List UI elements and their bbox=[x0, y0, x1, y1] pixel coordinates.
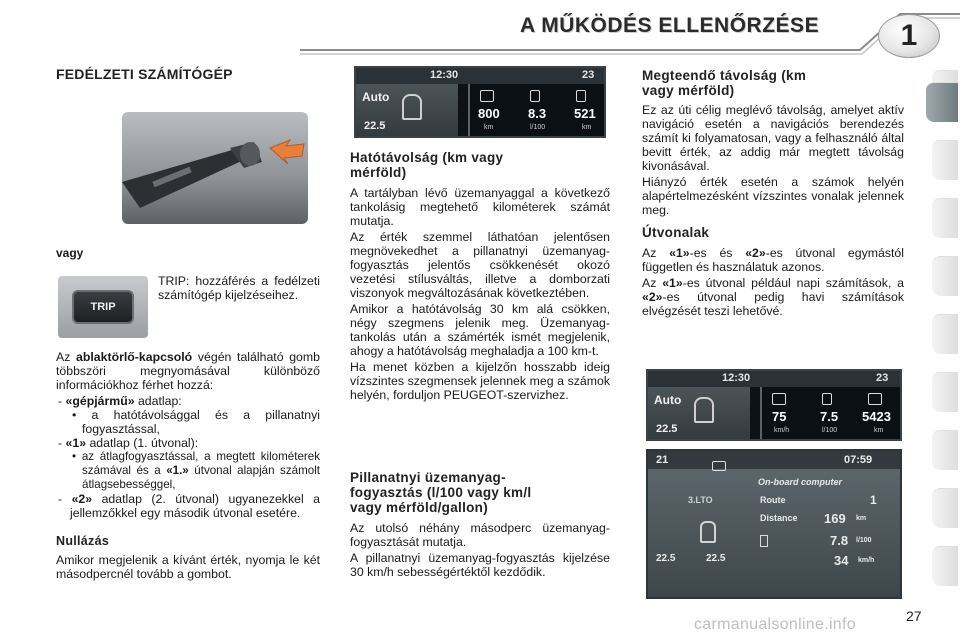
b: «2» bbox=[642, 290, 663, 304]
chapter-tab[interactable] bbox=[932, 372, 958, 412]
item-bold: «1» bbox=[65, 436, 87, 450]
t: -es útvonal pedig havi számítások elvégzését teszi lehetővé. bbox=[642, 290, 904, 318]
intro-paragraph bbox=[56, 350, 320, 392]
reset-paragraph: Amikor megjelenik a kívánt érték, nyomja le két másodpercnél tovább a gombot. bbox=[56, 553, 320, 581]
chapter-tabs bbox=[926, 70, 960, 610]
item-text: adatlap (1. útvonal): bbox=[86, 436, 199, 450]
b: «1» bbox=[662, 276, 683, 290]
consumption-paragraph-1: Az utolsó néhány másodperc üzemanyag-fogyasztását mutatja. bbox=[350, 521, 610, 549]
intro-rest: végén található gomb többszöri megnyomásával különböző információkhoz férhet hozzá: bbox=[56, 350, 320, 392]
page-title: A MŰKÖDÉS ELLENŐRZÉSE bbox=[520, 14, 820, 37]
b: «2» bbox=[745, 246, 766, 260]
trip-panel bbox=[468, 84, 604, 136]
obc-distance-unit: km bbox=[856, 515, 867, 522]
consumption-unit: l/100 bbox=[822, 427, 838, 434]
obc-distance-value: 169 bbox=[824, 511, 846, 526]
display-screen-vehicle bbox=[354, 66, 606, 138]
routes-paragraph-2 bbox=[642, 276, 904, 318]
chapter-number: 1 bbox=[900, 19, 918, 52]
column-2 bbox=[350, 150, 610, 404]
sub-bold: «1.» bbox=[166, 464, 189, 477]
intro-prefix: Az bbox=[56, 350, 77, 364]
obc-top-left: 21 bbox=[656, 454, 669, 466]
chapter-tab[interactable] bbox=[932, 546, 958, 586]
obc-temp-right: 22.5 bbox=[706, 553, 726, 564]
obc-route-label: Route bbox=[760, 495, 786, 505]
consumption-paragraph-2: A pillanatnyi üzemanyag-fogyasztás kijelzése 30 km/h sebességértéktől kezdődik. bbox=[350, 551, 610, 579]
chapter-tab[interactable] bbox=[932, 488, 958, 528]
intro-bold: ablaktörlő-kapcsoló bbox=[76, 350, 193, 364]
page-number: 27 bbox=[906, 608, 922, 624]
car-icon bbox=[772, 393, 786, 405]
reset-heading: Nullázás bbox=[56, 534, 110, 548]
distance-unit: km bbox=[874, 427, 884, 434]
range-paragraph-2: Az érték szemmel láthatóan jelentősen megnövekedhet a pillanatnyi üzemanyag-fogyasztás jelentős csökkenését okozó vezetési stílusváltás, illetve a domborzati viszonyok megváltozásának következtében. bbox=[350, 230, 610, 300]
routes-paragraph-1 bbox=[642, 246, 904, 274]
car-icon bbox=[712, 461, 726, 471]
seat-fan-icon bbox=[694, 397, 714, 423]
trip-button-photo bbox=[58, 276, 148, 338]
list-item bbox=[56, 492, 320, 520]
item-bold: «gépjármű» bbox=[65, 394, 135, 408]
obc-left-label: 3.LTO bbox=[688, 495, 713, 505]
obc-consumption-value: 7.8 bbox=[830, 533, 849, 548]
dash: - bbox=[58, 436, 66, 450]
inside-temp: 22.5 bbox=[656, 423, 678, 435]
t: -es útvonal egymástól független és használatuk azonos. bbox=[642, 246, 904, 274]
chapter-tab-active[interactable] bbox=[926, 82, 958, 122]
speed-value: 75 bbox=[772, 409, 787, 424]
trip-description-text: TRIP: hozzáférés a fedélzeti számítógép kijelzéseihez. bbox=[158, 274, 320, 302]
obc-route-value: 1 bbox=[870, 493, 877, 507]
item-text: adatlap: bbox=[134, 394, 182, 408]
chapter-tab[interactable] bbox=[932, 198, 958, 238]
climate-mode: Auto bbox=[362, 90, 390, 104]
trip-description bbox=[158, 274, 320, 304]
range-value: 800 bbox=[478, 106, 500, 121]
watermark: carmanualsonline.info bbox=[694, 616, 856, 633]
range-paragraph-1: A tartályban lévő üzemanyaggal a következő tankolásig megtehető kilométerek számát mutatja. bbox=[350, 186, 610, 228]
distance-paragraph-1: Ez az úti célig meglévő távolság, amelyet aktív navigáció esetén a navigációs berendezés számít ki folyamatosan, vagy a felhasználó által bevitt érték, az addig már megtett távolság kivonásával. bbox=[642, 103, 904, 173]
consumption-unit: l/100 bbox=[530, 124, 546, 131]
b: «1» bbox=[669, 246, 690, 260]
seat-fan-icon bbox=[402, 94, 422, 120]
clock: 12:30 bbox=[430, 69, 459, 81]
chapter-tab[interactable] bbox=[932, 140, 958, 180]
obc-temp-left: 22.5 bbox=[656, 553, 676, 564]
chapter-badge bbox=[878, 14, 940, 58]
t: -es útvonal például napi számítások, a bbox=[682, 276, 904, 290]
trip-panel bbox=[760, 387, 900, 439]
sub-list-item: • az átlagfogyasztással, a megtett kilométerek számával és a «1.» útvonal alapján számolt átlagsebességgel, bbox=[72, 450, 321, 491]
column-2-lower bbox=[350, 470, 610, 581]
wiper-stalk-photo bbox=[122, 112, 308, 224]
distance-value: 5423 bbox=[862, 409, 891, 424]
trip-button-label: TRIP bbox=[90, 301, 116, 313]
screen-status-bar bbox=[648, 371, 900, 387]
chapter-tab[interactable] bbox=[932, 430, 958, 470]
screen-status-bar bbox=[356, 68, 604, 84]
seat-fan-icon bbox=[700, 521, 716, 543]
consumption-value: 7.5 bbox=[820, 409, 839, 424]
inside-temp: 22.5 bbox=[364, 120, 386, 132]
car-icon bbox=[480, 90, 494, 102]
display-screen-trip bbox=[646, 369, 902, 441]
outside-temp: 23 bbox=[582, 69, 595, 81]
list-item bbox=[56, 394, 320, 408]
obc-consumption-unit: l/100 bbox=[856, 537, 872, 544]
obc-distance-label: Distance bbox=[760, 513, 798, 523]
t: -es és bbox=[689, 246, 746, 260]
chapter-tab[interactable] bbox=[932, 256, 958, 296]
speed-unit: km/h bbox=[774, 427, 790, 434]
dash: - bbox=[58, 394, 66, 408]
item-text: adatlap (2. útvonal) ugyanezekkel a jellemzőkkel egy második útvonal esetére. bbox=[70, 492, 320, 520]
display-screen-onboard-computer bbox=[646, 449, 902, 599]
section-heading: FEDÉLZETI SZÁMÍTÓGÉP bbox=[56, 66, 233, 82]
fuel-icon bbox=[760, 535, 768, 547]
outside-temp: 23 bbox=[876, 372, 889, 384]
range-unit: km bbox=[484, 124, 494, 131]
column-1 bbox=[56, 246, 320, 260]
or-label: vagy bbox=[56, 246, 84, 260]
dash: - bbox=[58, 492, 72, 506]
climate-mode: Auto bbox=[654, 393, 682, 407]
sub-text-post: útvonal alapján számolt átlagsebességgel, bbox=[82, 464, 321, 491]
obc-speed-value: 34 bbox=[834, 553, 849, 568]
chapter-tab[interactable] bbox=[932, 314, 958, 354]
flag-icon bbox=[576, 90, 586, 102]
fuel-icon bbox=[530, 90, 540, 102]
distance-unit: km bbox=[582, 124, 592, 131]
sub-list-item: • a hatótávolsággal és a pillanatnyi fogyasztással, bbox=[72, 408, 320, 436]
sub-text: a hatótávolsággal és a pillanatnyi fogyasztással, bbox=[82, 408, 320, 436]
distance-heading: Megteendő távolság (km vagy mérföld) bbox=[642, 68, 807, 98]
sub-text: az átlagfogyasztással, a megtett kilométerek számával és a bbox=[81, 450, 321, 477]
item-bold: «2» bbox=[71, 492, 93, 506]
distance-value: 521 bbox=[574, 106, 596, 121]
routes-heading: Útvonalak bbox=[642, 225, 710, 240]
climate-panel bbox=[356, 84, 458, 136]
obc-title: On-board computer bbox=[758, 477, 843, 487]
obc-clock: 07:59 bbox=[844, 454, 873, 466]
column-1-body bbox=[56, 350, 320, 583]
range-paragraph-4: Ha menet közben a kijelzőn hosszabb ideig vízszintes szegmensek jelennek meg a számok helyén, forduljon PEUGEOT-szervizhez. bbox=[350, 360, 610, 402]
list-item bbox=[56, 436, 320, 450]
t: Az bbox=[642, 276, 663, 290]
climate-panel bbox=[648, 387, 750, 439]
column-3 bbox=[642, 68, 904, 320]
distance-icon bbox=[868, 393, 882, 405]
consumption-value: 8.3 bbox=[528, 106, 547, 121]
range-paragraph-3: Amikor a hatótávolság 30 km alá csökken, négy szegmens jelenik meg. Üzemanyag-tankolás után a számérték ismét megjelenik, ahogy a hatótávolság meghaladja a 100 km-t. bbox=[350, 302, 610, 358]
distance-paragraph-2: Hiányzó érték esetén a számok helyén alapértelmezésként vízszintes vonalak jelennek meg. bbox=[642, 175, 904, 217]
consumption-heading: Pillanatnyi üzemanyag-fogyasztás (l/100 vagy km/l vagy mérföld/gallon) bbox=[350, 470, 532, 515]
trip-button[interactable] bbox=[72, 290, 134, 324]
t: Az bbox=[642, 246, 670, 260]
fuel-icon bbox=[822, 393, 832, 405]
obc-speed-unit: km/h bbox=[858, 557, 875, 564]
clock: 12:30 bbox=[722, 372, 751, 384]
range-heading: Hatótávolság (km vagy mérföld) bbox=[350, 150, 504, 180]
